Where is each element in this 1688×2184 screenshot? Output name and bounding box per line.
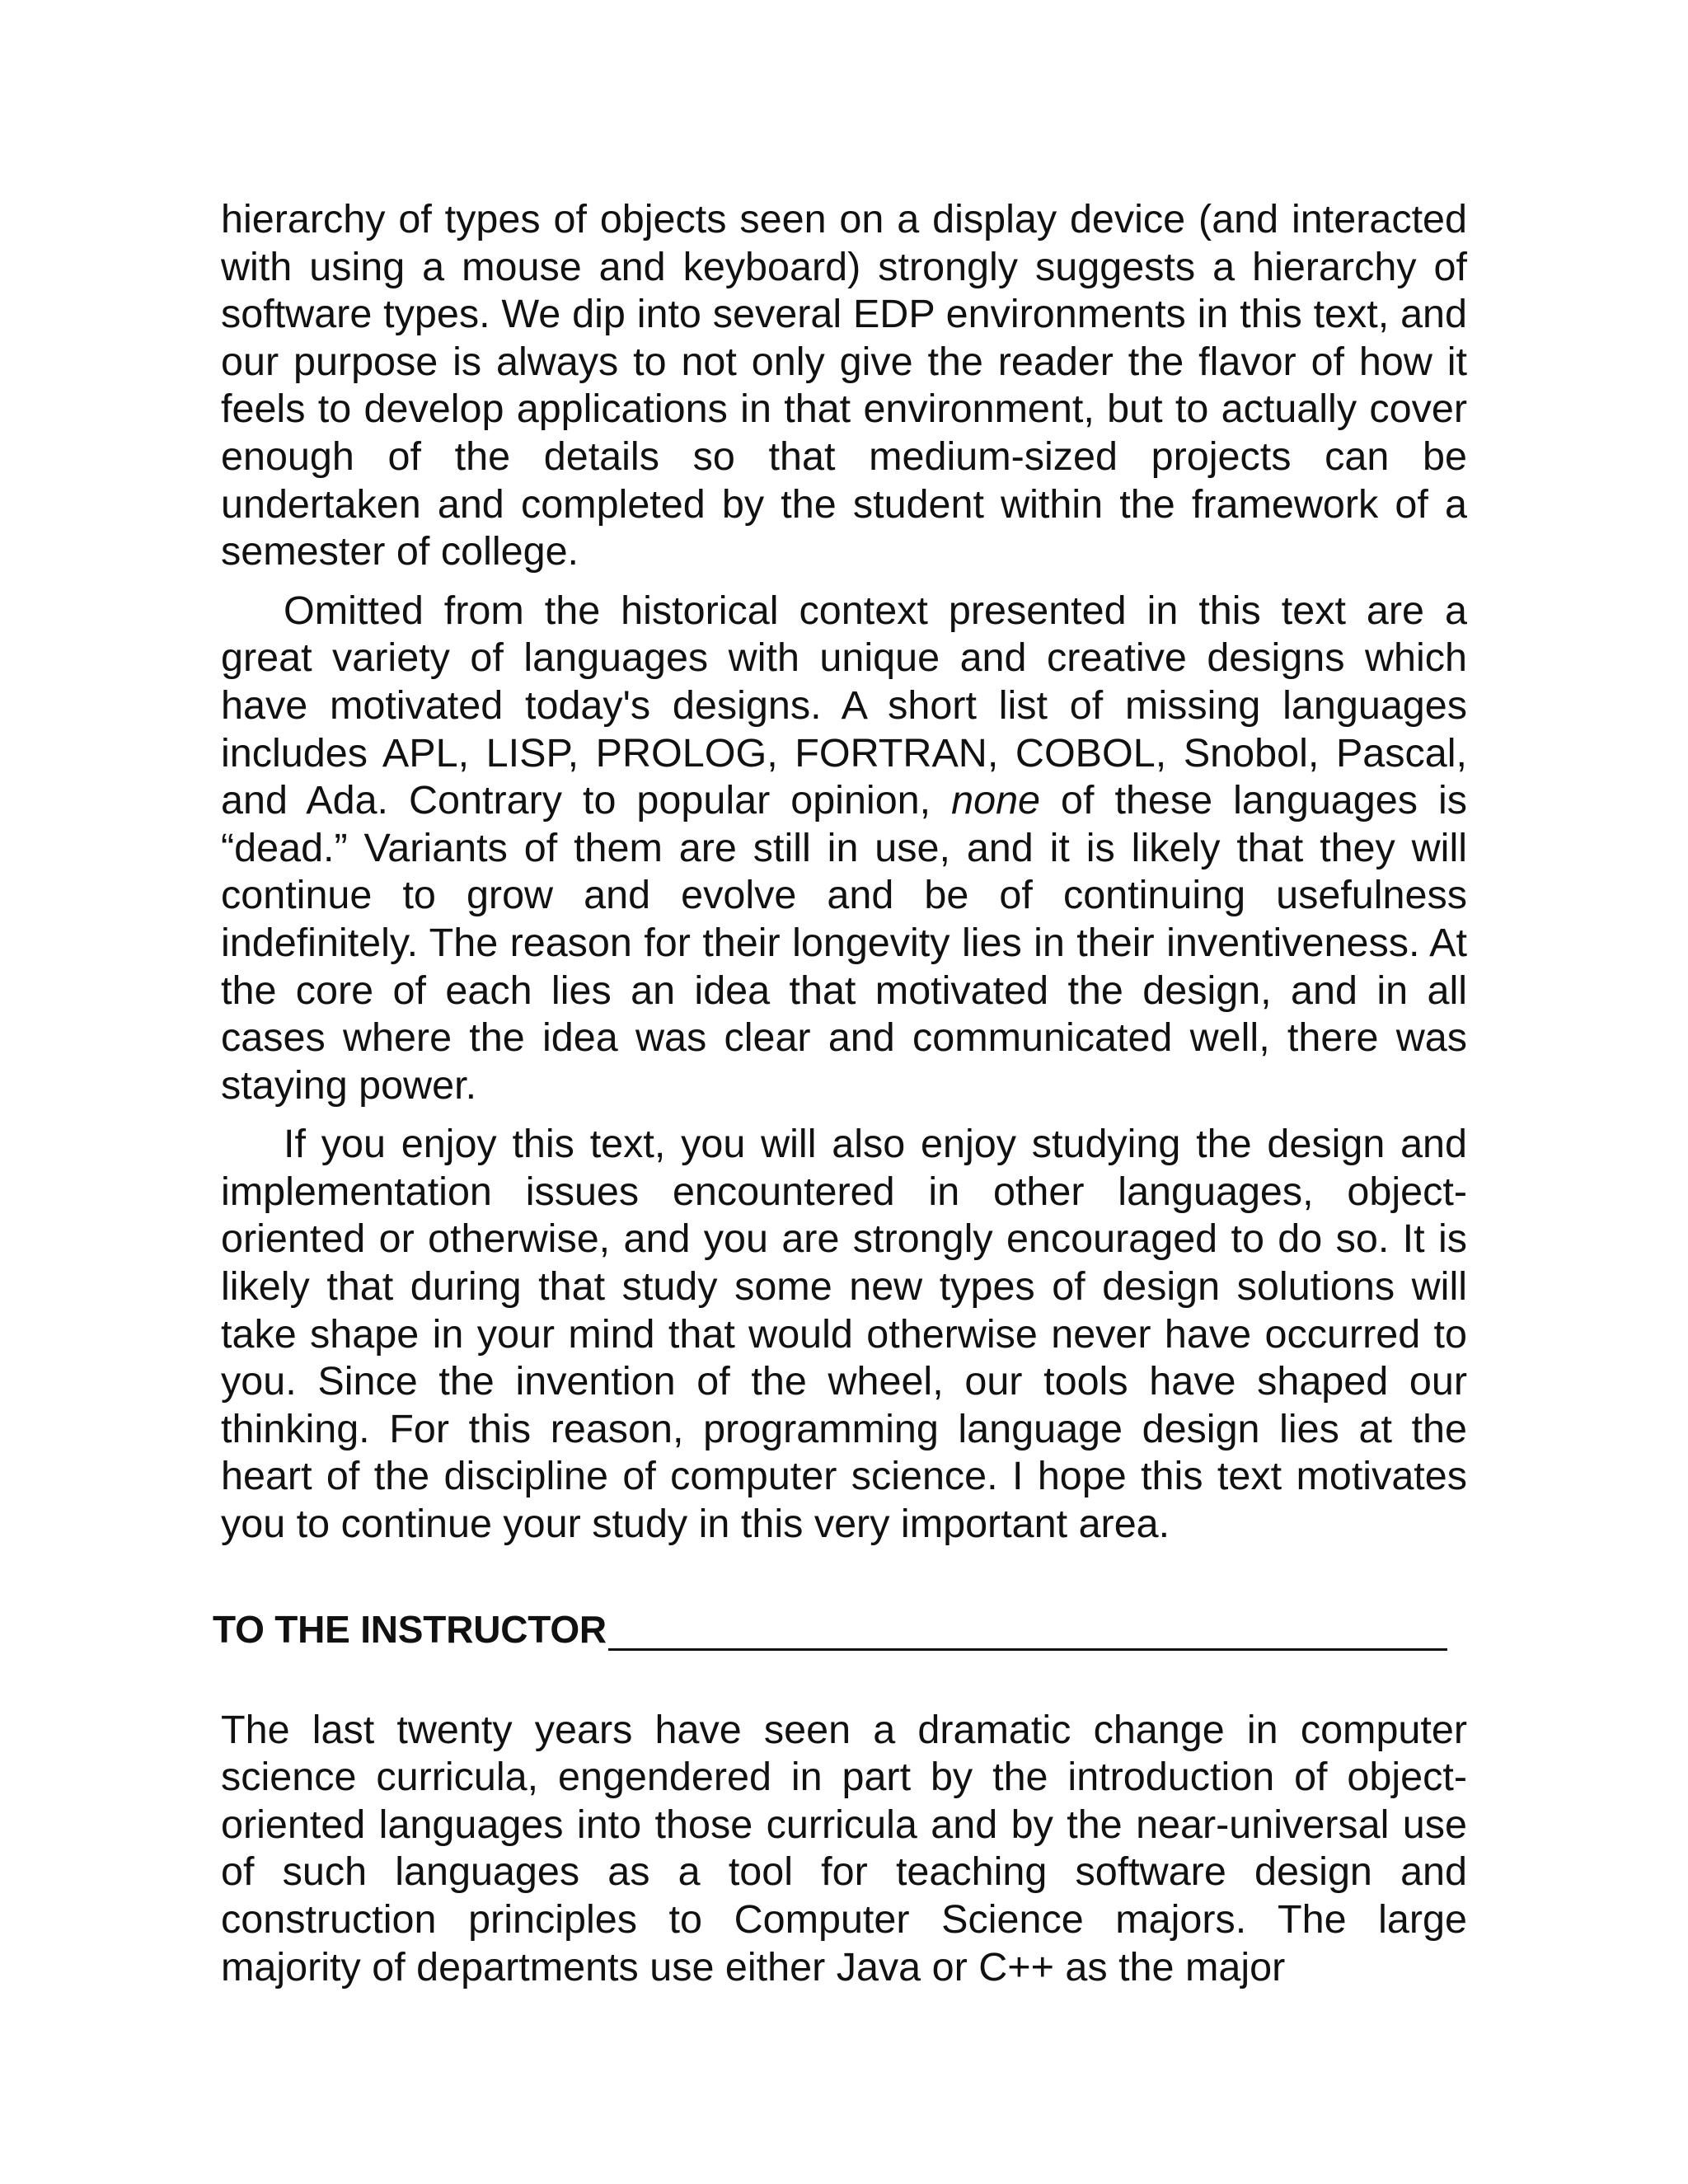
- emphasis-none: none: [951, 778, 1041, 823]
- paragraph-enjoy-text: If you enjoy this text, you will also enjoy studying the design and implementation issues encountered in other languages, object-oriented or otherwise, and you are strongly encouraged to do so. It is likely that during that study some new types of design solutions will take shape in your mind that would otherwise never have occurred to you. Since the invention of the wheel, our tools have shaped our thinking. For this reason, programming language design lies at the heart of the discipline of computer science. I hope this text motivates you to continue your study in this very important area.: [221, 1122, 1467, 1547]
- paragraph-instructor: The last twenty years have seen a dramatic change in computer science curricula, engendered in part by the introduction of object-oriented languages into those curricula and by the near-universal use of such languages as a tool for teaching software design and construction principles to Computer Science majors. The large majority of departments use either Java or C++ as the major: [221, 1707, 1467, 1990]
- paragraph-omitted-text-start: Omitted from the historical context presented in this text are a great variety of languages with unique and creative designs which have motivated today's designs. A short list of missing languages includes APL, LISP, PROLOG, FORTRAN, COBOL, Snobol, Pascal, and Ada. Contrary to popular opinion,: [221, 588, 1467, 823]
- paragraph-hierarchy: hierarchy of types of objects seen on a display device (and interacted with using a mouse and keyboard) strongly suggests a hierarchy of software types. We dip into several EDP environments in this text, and our purpose is always to not only give the reader the flavor of how it feels to develop applications in that environment, but to actually cover enough of the details so that medium-sized projects can be undertaken and completed by the student within the framework of a semester of college.: [221, 197, 1467, 574]
- section-heading: TO THE INSTRUCTOR: [213, 1607, 607, 1651]
- paragraph-omitted-text-end: of these languages is “dead.” Variants of them are still in use, and it is likely that they will continue to grow and evolve and be of continuing usefulness indefinitely. The reason for their longevity lies in their inventiveness. At the core of each lies an idea that motivated the design, and in all cases where the idea was clear and communicated well, there was staying power.: [221, 778, 1467, 1108]
- section-heading-row: [213, 1603, 1447, 1652]
- paragraph-omitted-languages: [221, 588, 1467, 1110]
- page-body: [213, 196, 1467, 2003]
